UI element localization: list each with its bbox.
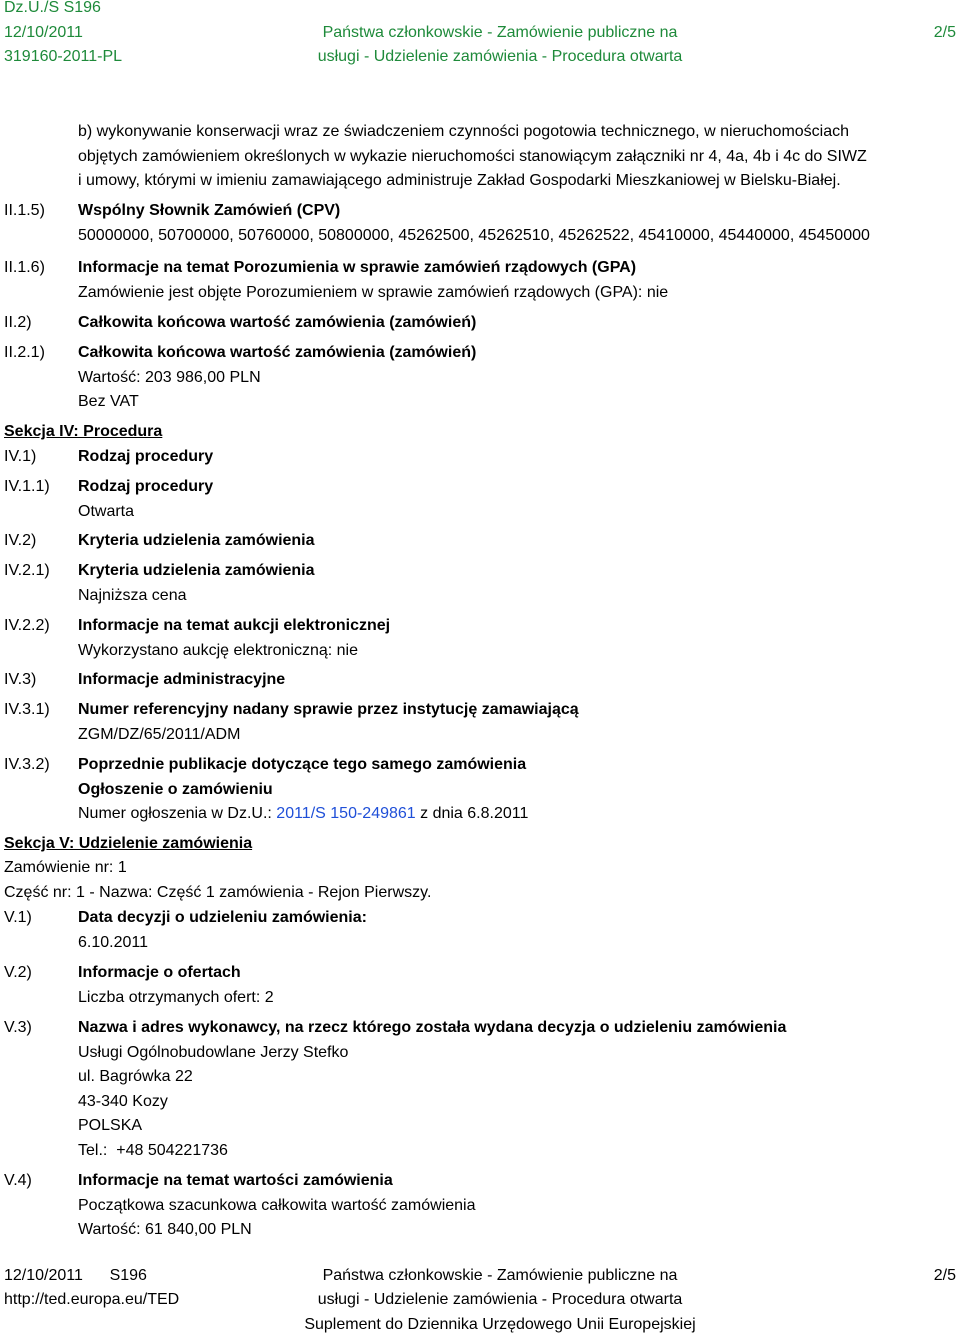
footer-url[interactable]: http://ted.europa.eu/TED [4, 1291, 180, 1308]
item-title: Całkowita końcowa wartość zamówienia (zamówień) [78, 344, 477, 361]
section-num: IV.3.1) [4, 701, 50, 718]
item-value: Liczba otrzymanych ofert: 2 [78, 988, 274, 1006]
section-num: V.4) [4, 1172, 32, 1189]
footer-page-number: 2/5 [933, 1267, 956, 1284]
section-num: V.3) [4, 1019, 32, 1036]
header-title-1: Państwa członkowskie - Zamówienie publiczne na [322, 24, 678, 41]
item-value: Bez VAT [78, 393, 139, 410]
section-num: IV.1) [4, 448, 37, 465]
decision-date-block [78, 906, 367, 955]
contract-value-block [78, 1169, 476, 1243]
section-num: IV.2) [4, 532, 37, 549]
footer-supplement: Suplement do Dziennika Urzędowego Unii Europejskiej [304, 1316, 696, 1333]
header-date: 12/10/2011 [4, 24, 83, 41]
gpa-block [78, 256, 668, 305]
publication-suffix: z dnia 6.8.2011 [415, 805, 529, 822]
item-title: Informacje administracyjne [78, 671, 286, 688]
procedure-block [78, 475, 213, 524]
item-value: Wartość: 61 840,00 PLN [78, 1221, 252, 1238]
item-title: Informacje o ofertach [78, 964, 241, 981]
intro-line: objętych zamówieniem określonych w wykazie nieruchomości stanowiącym załączniki nr 4, 4a, 4b i 4c do SIWZ [78, 147, 867, 165]
section-num: V.1) [4, 909, 32, 926]
contractor-block [78, 1016, 786, 1163]
section-num: II.1.5) [4, 202, 45, 219]
section-num: IV.3.2) [4, 756, 50, 773]
section-num: II.2) [4, 314, 32, 331]
footer-title-1: Państwa członkowskie - Zamówienie publiczne na [322, 1267, 678, 1284]
contractor-name: Usługi Ogólnobudowlane Jerzy Stefko [78, 1043, 349, 1061]
item-title: Informacje na temat aukcji elektronicznej [78, 617, 391, 634]
intro-text [78, 120, 867, 194]
item-title: Informacje na temat Porozumienia w sprawie zamówień rządowych (GPA) [78, 259, 637, 276]
footer-title-2: usługi - Udzielenie zamówienia - Procedura otwarta [317, 1291, 683, 1308]
criteria-block [78, 559, 315, 608]
order-part: Część nr: 1 - Nazwa: Część 1 zamówienia - Rejon Pierwszy. [4, 884, 432, 901]
item-title: Całkowita końcowa wartość zamówienia (zamówień) [78, 314, 477, 331]
item-title: Rodzaj procedury [78, 448, 214, 465]
intro-line: i umowy, którymi w imieniu zamawiającego administruje Zakład Gospodarki Mieszkaniowej w Bielsku-Białej. [78, 172, 841, 189]
contractor-city: 43-340 Kozy [78, 1092, 168, 1110]
header-doc-id: 319160-2011-PL [4, 48, 123, 65]
header-page-number: 2/5 [933, 24, 956, 41]
reference-number: ZGM/DZ/65/2011/ADM [78, 725, 241, 743]
publication-link[interactable]: 2011/S 150-249861 [276, 805, 416, 822]
item-title: Nazwa i adres wykonawcy, na rzecz którego została wydana decyzja o udzieleniu zamówienia [78, 1019, 787, 1036]
item-value: 6.10.2011 [78, 933, 148, 951]
item-title: Data decyzji o udzieleniu zamówienia: [78, 909, 367, 926]
publication-line [78, 802, 528, 827]
item-title: Rodzaj procedury [78, 478, 214, 495]
cpv-codes: 50000000, 50700000, 50760000, 50800000, 45262500, 45262510, 45262522, 45410000, 45440000, 45450000 [78, 226, 870, 244]
item-value: Wartość: 203 986,00 PLN [78, 368, 261, 386]
section-num: IV.3) [4, 671, 37, 688]
auction-block [78, 614, 390, 663]
publication-prefix: Numer ogłoszenia w Dz.U.: [78, 805, 277, 822]
cpv-block [78, 199, 870, 248]
item-title: Wspólny Słownik Zamówień (CPV) [78, 202, 341, 219]
header-journal: Dz.U./S S196 [4, 0, 101, 16]
item-value: Wykorzystano aukcję elektroniczną: nie [78, 641, 358, 659]
section-num: IV.2.2) [4, 617, 50, 634]
section-num: II.2.1) [4, 344, 45, 361]
item-value: Początkowa szacunkowa całkowita wartość zamówienia [78, 1196, 476, 1214]
section-heading: Sekcja V: Udzielenie zamówienia [4, 835, 253, 852]
reference-block [78, 698, 579, 747]
section-num: II.1.6) [4, 259, 45, 276]
intro-line: b) wykonywanie konserwacji wraz ze świadczeniem czynności pogotowia technicznego, w nieruchomościach [78, 123, 850, 140]
item-title: Informacje na temat wartości zamówienia [78, 1172, 393, 1189]
contractor-street: ul. Bagrówka 22 [78, 1068, 193, 1085]
section-num: V.2) [4, 964, 32, 981]
previous-publications-block [78, 753, 528, 827]
footer-date: 12/10/2011 S196 [4, 1267, 147, 1284]
item-value: Najniższa cena [78, 586, 187, 604]
item-title: Poprzednie publikacje dotyczące tego samego zamówienia [78, 756, 527, 773]
item-value: Zamówienie jest objęte Porozumieniem w sprawie zamówień rządowych (GPA): nie [78, 283, 669, 301]
header-title-2: usługi - Udzielenie zamówienia - Procedura otwarta [317, 48, 683, 65]
item-title: Kryteria udzielenia zamówienia [78, 562, 315, 579]
item-value: Otwarta [78, 502, 135, 520]
section-num: IV.1.1) [4, 478, 50, 495]
item-title: Numer referencyjny nadany sprawie przez instytucję zamawiającą [78, 701, 579, 718]
order-number: Zamówienie nr: 1 [4, 859, 127, 876]
section-heading: Sekcja IV: Procedura [4, 423, 163, 440]
contractor-phone: Tel.: +48 504221736 [78, 1141, 228, 1159]
contractor-country: POLSKA [78, 1117, 143, 1134]
offers-block [78, 961, 274, 1010]
item-subtitle: Ogłoszenie o zamówieniu [78, 780, 273, 798]
item-title: Kryteria udzielenia zamówienia [78, 532, 315, 549]
total-value-block [78, 341, 476, 415]
section-num: IV.2.1) [4, 562, 50, 579]
